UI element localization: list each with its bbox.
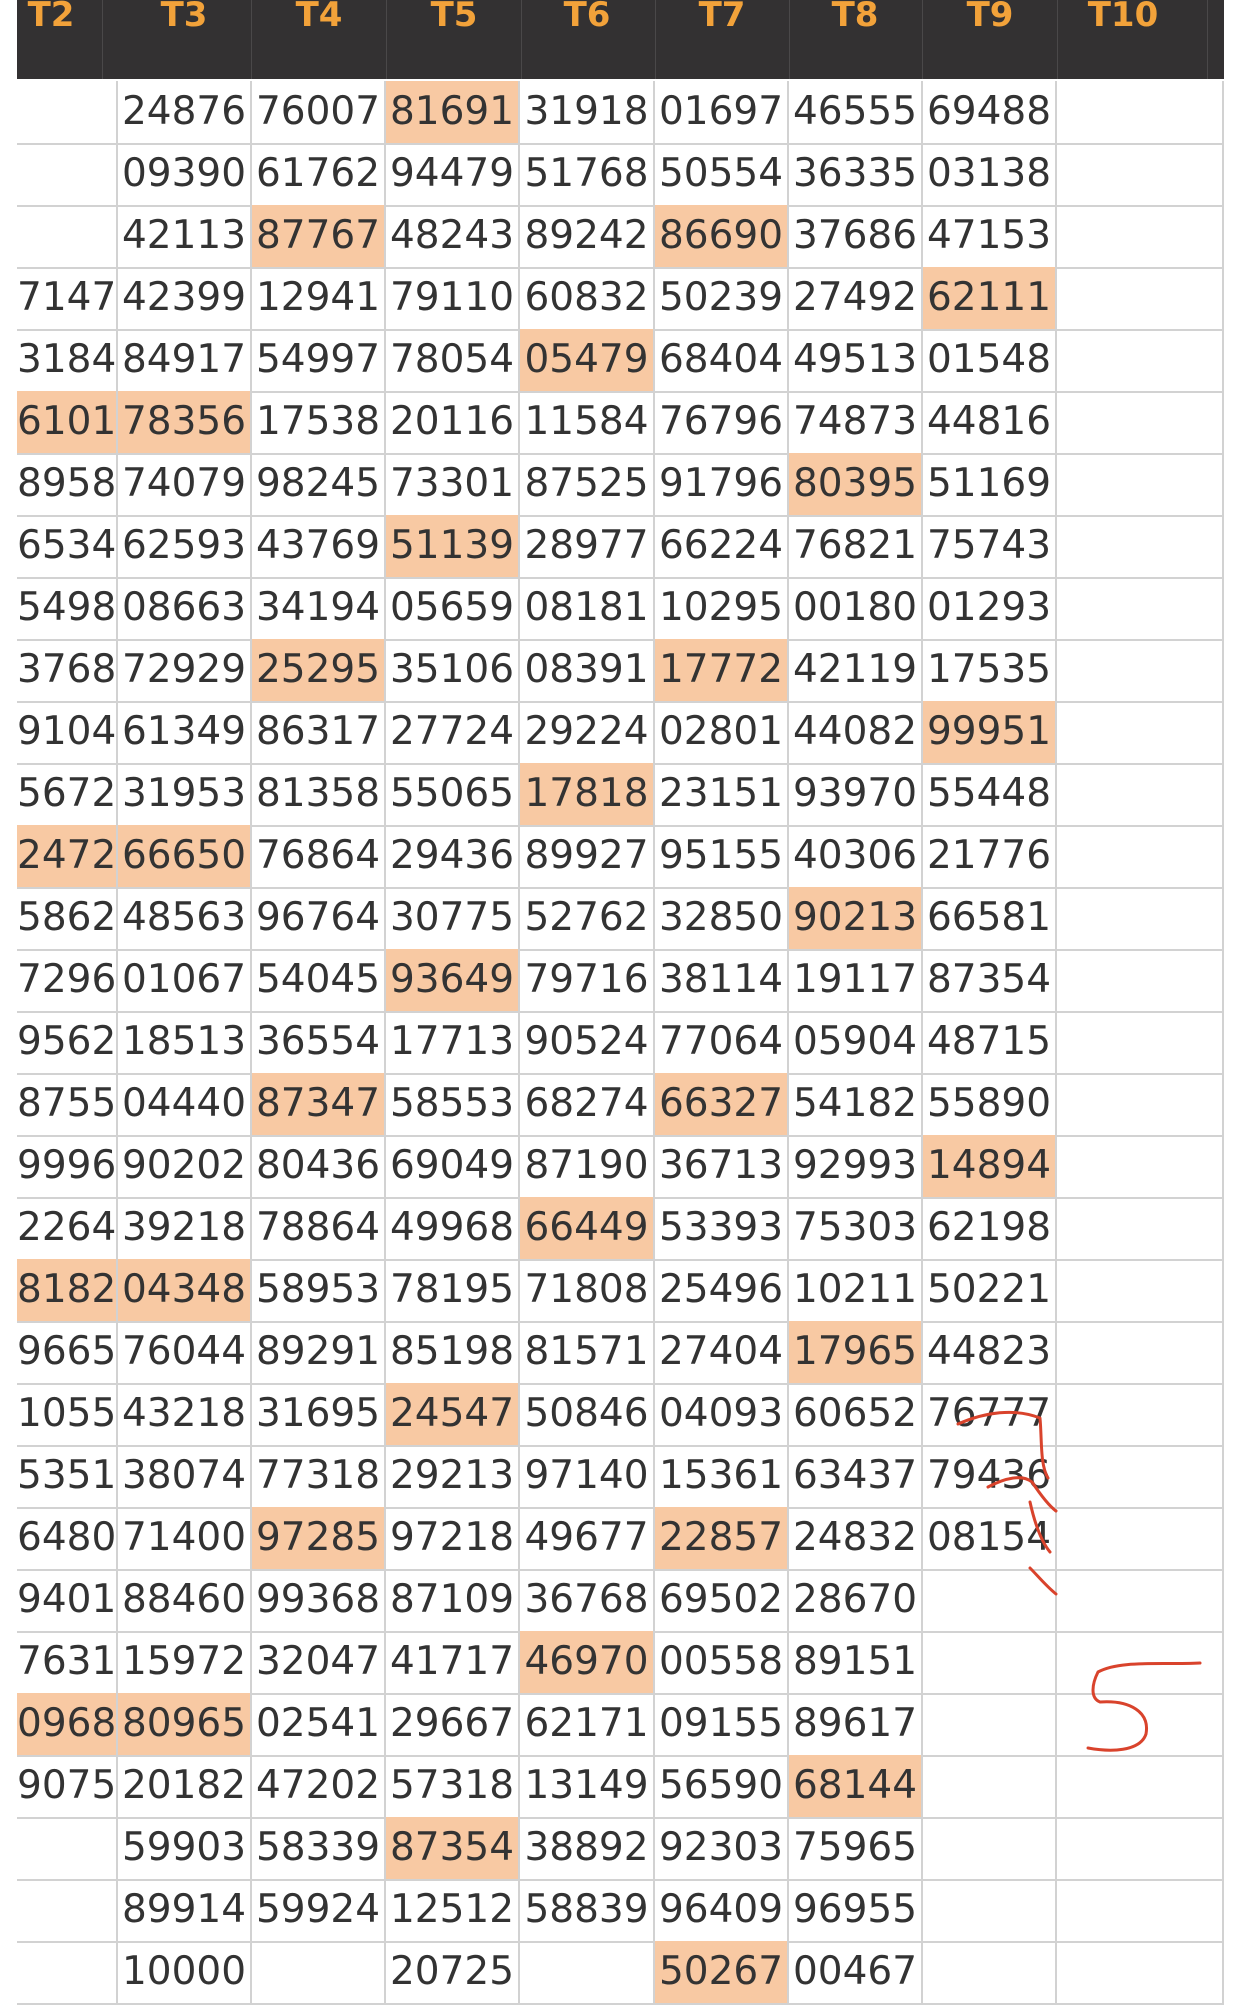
table-cell: 02541 xyxy=(252,1693,386,1755)
column-header-t10: T10 xyxy=(1040,0,1208,79)
table-cell: 89291 xyxy=(252,1321,386,1383)
table-cell: 44823 xyxy=(923,1321,1057,1383)
table-cell: 80436 xyxy=(252,1135,386,1197)
table-cell: 93649 xyxy=(386,949,520,1011)
table-cell: 17965 xyxy=(789,1321,923,1383)
table-cell: 08181 xyxy=(520,577,655,639)
table-cell: 90524 xyxy=(520,1011,655,1073)
table-cell: 17538 xyxy=(252,391,386,453)
table-cell: 90202 xyxy=(118,1135,252,1197)
table-cell: 66224 xyxy=(655,515,789,577)
table-cell: 43218 xyxy=(118,1383,252,1445)
table-cell: 15972 xyxy=(118,1631,252,1693)
table-cell: 75965 xyxy=(789,1817,923,1879)
column-header-t2: T2 xyxy=(1,0,103,79)
table-cell: 7296 xyxy=(17,949,118,1011)
table-cell: 58839 xyxy=(520,1879,655,1941)
column-header-t4: T4 xyxy=(252,0,387,79)
table-cell: 87767 xyxy=(252,205,386,267)
table-cell: 32850 xyxy=(655,887,789,949)
table-cell: 66449 xyxy=(520,1197,655,1259)
table-cell: 17818 xyxy=(520,763,655,825)
table-cell: 36713 xyxy=(655,1135,789,1197)
table-cell: 81571 xyxy=(520,1321,655,1383)
table-cell: 53393 xyxy=(655,1197,789,1259)
table-cell: 01697 xyxy=(655,81,789,143)
table-cell: 76777 xyxy=(923,1383,1057,1445)
table-cell: 10211 xyxy=(789,1259,923,1321)
table-cell: 74079 xyxy=(118,453,252,515)
table-cell: 8755 xyxy=(17,1073,118,1135)
table-cell: 89617 xyxy=(789,1693,923,1755)
table-cell: 27492 xyxy=(789,267,923,329)
table-cell: 0968 xyxy=(17,1693,118,1755)
table-cell: 77064 xyxy=(655,1011,789,1073)
table-cell: 31695 xyxy=(252,1383,386,1445)
table-cell: 44816 xyxy=(923,391,1057,453)
table-cell: 23151 xyxy=(655,763,789,825)
table-cell: 13149 xyxy=(520,1755,655,1817)
table-cell: 2264 xyxy=(17,1197,118,1259)
table-cell: 93970 xyxy=(789,763,923,825)
table-cell: 62171 xyxy=(520,1693,655,1755)
table-cell: 00558 xyxy=(655,1631,789,1693)
table-cell: 78864 xyxy=(252,1197,386,1259)
table-cell: 8958 xyxy=(17,453,118,515)
table-cell: 9401 xyxy=(17,1569,118,1631)
table-cell: 05659 xyxy=(386,577,520,639)
table-cell: 89242 xyxy=(520,205,655,267)
table-cell: 78356 xyxy=(118,391,252,453)
table-cell: 73301 xyxy=(386,453,520,515)
table-cell: 59924 xyxy=(252,1879,386,1941)
table-cell: 25496 xyxy=(655,1259,789,1321)
table-cell: 17713 xyxy=(386,1011,520,1073)
table-cell: 87354 xyxy=(923,949,1057,1011)
table-cell: 86317 xyxy=(252,701,386,763)
table-cell: 20182 xyxy=(118,1755,252,1817)
table-cell: 40306 xyxy=(789,825,923,887)
table-cell: 29213 xyxy=(386,1445,520,1507)
table-cell: 47202 xyxy=(252,1755,386,1817)
table-cell: 05479 xyxy=(520,329,655,391)
table-cell: 54182 xyxy=(789,1073,923,1135)
table-cell: 63437 xyxy=(789,1445,923,1507)
table-cell: 6480 xyxy=(17,1507,118,1569)
table-cell: 94479 xyxy=(386,143,520,205)
table-cell: 97285 xyxy=(252,1507,386,1569)
table-cell: 99368 xyxy=(252,1569,386,1631)
table-cell: 37686 xyxy=(789,205,923,267)
table-cell: 01548 xyxy=(923,329,1057,391)
table-cell: 28977 xyxy=(520,515,655,577)
table-cell: 80395 xyxy=(789,453,923,515)
table-cell: 46970 xyxy=(520,1631,655,1693)
table-cell: 27724 xyxy=(386,701,520,763)
table-cell: 08154 xyxy=(923,1507,1057,1569)
table-cell: 44082 xyxy=(789,701,923,763)
table-cell: 09390 xyxy=(118,143,252,205)
table-cell: 55448 xyxy=(923,763,1057,825)
table-cell: 62198 xyxy=(923,1197,1057,1259)
table-cell: 20725 xyxy=(386,1941,520,2003)
table-cell: 9996 xyxy=(17,1135,118,1197)
table-cell: 50554 xyxy=(655,143,789,205)
table-cell: 3768 xyxy=(17,639,118,701)
table-cell: 92303 xyxy=(655,1817,789,1879)
table-cell: 58953 xyxy=(252,1259,386,1321)
table-cell: 6101 xyxy=(17,391,118,453)
table-cell: 99951 xyxy=(923,701,1057,763)
table-cell: 71808 xyxy=(520,1259,655,1321)
table-cell: 21776 xyxy=(923,825,1057,887)
table-cell: 9075 xyxy=(17,1755,118,1817)
column-header-t8: T8 xyxy=(788,0,923,79)
table-cell: 97140 xyxy=(520,1445,655,1507)
table-cell: 48243 xyxy=(386,205,520,267)
table-cell: 43769 xyxy=(252,515,386,577)
table-cell: 09155 xyxy=(655,1693,789,1755)
table-cell: 71400 xyxy=(118,1507,252,1569)
table-cell: 50239 xyxy=(655,267,789,329)
table-cell: 41717 xyxy=(386,1631,520,1693)
table-cell: 69488 xyxy=(923,81,1057,143)
table-cell: 00180 xyxy=(789,577,923,639)
column-header-t9: T9 xyxy=(923,0,1058,79)
table-cell: 62593 xyxy=(118,515,252,577)
table-cell: 36335 xyxy=(789,143,923,205)
table-cell: 11584 xyxy=(520,391,655,453)
table-cell: 60652 xyxy=(789,1383,923,1445)
table-cell: 86690 xyxy=(655,205,789,267)
table-cell: 89914 xyxy=(118,1879,252,1941)
table-cell: 42113 xyxy=(118,205,252,267)
column-header-t3: T3 xyxy=(117,0,252,79)
table-cell: 38074 xyxy=(118,1445,252,1507)
table-cell: 66327 xyxy=(655,1073,789,1135)
table-cell: 84917 xyxy=(118,329,252,391)
table-cell: 97218 xyxy=(386,1507,520,1569)
table-cell: 00467 xyxy=(789,1941,923,2003)
table-cell: 7631 xyxy=(17,1631,118,1693)
table-cell: 49677 xyxy=(520,1507,655,1569)
table-cell: 76796 xyxy=(655,391,789,453)
table-cell: 69502 xyxy=(655,1569,789,1631)
table-cell: 32047 xyxy=(252,1631,386,1693)
table-cell: 68274 xyxy=(520,1073,655,1135)
table-cell: 51169 xyxy=(923,453,1057,515)
table-cell: 3184 xyxy=(17,329,118,391)
table-cell: 1055 xyxy=(17,1383,118,1445)
table-cell: 78054 xyxy=(386,329,520,391)
table-cell: 08391 xyxy=(520,639,655,701)
table-cell: 50846 xyxy=(520,1383,655,1445)
table-cell: 30775 xyxy=(386,887,520,949)
table-cell: 77318 xyxy=(252,1445,386,1507)
table-cell: 88460 xyxy=(118,1569,252,1631)
table-cell: 29224 xyxy=(520,701,655,763)
table-cell: 04093 xyxy=(655,1383,789,1445)
handwritten-tick-3 xyxy=(1030,1502,1050,1552)
table-cell: 25295 xyxy=(252,639,386,701)
table-cell: 66650 xyxy=(118,825,252,887)
table-cell: 46555 xyxy=(789,81,923,143)
table-cell: 98245 xyxy=(252,453,386,515)
table-cell: 81691 xyxy=(386,81,520,143)
table-cell: 5498 xyxy=(17,577,118,639)
handwritten-tick-4 xyxy=(1030,1568,1056,1594)
table-cell: 78195 xyxy=(386,1259,520,1321)
table-cell: 54045 xyxy=(252,949,386,1011)
table-cell: 68144 xyxy=(789,1755,923,1817)
table-cell: 48715 xyxy=(923,1011,1057,1073)
table-cell: 76007 xyxy=(252,81,386,143)
table-cell: 29667 xyxy=(386,1693,520,1755)
table-cell: 59903 xyxy=(118,1817,252,1879)
table-cell: 55065 xyxy=(386,763,520,825)
table-cell: 6534 xyxy=(17,515,118,577)
column-header-t7: T7 xyxy=(655,0,790,79)
table-cell: 42399 xyxy=(118,267,252,329)
table-cell: 05904 xyxy=(789,1011,923,1073)
table-cell: 60832 xyxy=(520,267,655,329)
table-cell: 9104 xyxy=(17,701,118,763)
table-cell: 18513 xyxy=(118,1011,252,1073)
table-cell: 8182 xyxy=(17,1259,118,1321)
table-cell: 03138 xyxy=(923,143,1057,205)
table-cell: 17772 xyxy=(655,639,789,701)
table-cell: 39218 xyxy=(118,1197,252,1259)
table-cell: 5672 xyxy=(17,763,118,825)
handwritten-digit-five xyxy=(1088,1663,1200,1750)
table-cell: 61762 xyxy=(252,143,386,205)
table-cell: 81358 xyxy=(252,763,386,825)
table-cell: 87354 xyxy=(386,1817,520,1879)
table-cell: 50221 xyxy=(923,1259,1057,1321)
table-cell: 9562 xyxy=(17,1011,118,1073)
table-cell: 87190 xyxy=(520,1135,655,1197)
table-cell: 76821 xyxy=(789,515,923,577)
table-cell: 31953 xyxy=(118,763,252,825)
table-cell: 96764 xyxy=(252,887,386,949)
table-cell: 48563 xyxy=(118,887,252,949)
table-cell: 28670 xyxy=(789,1569,923,1631)
table-cell: 68404 xyxy=(655,329,789,391)
table-cell: 14894 xyxy=(923,1135,1057,1197)
table-cell: 79436 xyxy=(923,1445,1057,1507)
table-cell: 34194 xyxy=(252,577,386,639)
table-cell: 08663 xyxy=(118,577,252,639)
table-cell: 04440 xyxy=(118,1073,252,1135)
table-cell: 87347 xyxy=(252,1073,386,1135)
table-cell: 02801 xyxy=(655,701,789,763)
table-cell: 24876 xyxy=(118,81,252,143)
table-cell: 50267 xyxy=(655,1941,789,2003)
table-cell: 95155 xyxy=(655,825,789,887)
table-cell: 04348 xyxy=(118,1259,252,1321)
table-cell: 92993 xyxy=(789,1135,923,1197)
table-cell: 12512 xyxy=(386,1879,520,1941)
table-cell: 54997 xyxy=(252,329,386,391)
table-cell: 29436 xyxy=(386,825,520,887)
table-cell: 52762 xyxy=(520,887,655,949)
table-cell: 69049 xyxy=(386,1135,520,1197)
table-cell: 57318 xyxy=(386,1755,520,1817)
table-cell: 76044 xyxy=(118,1321,252,1383)
table-cell: 19117 xyxy=(789,949,923,1011)
table-cell: 9665 xyxy=(17,1321,118,1383)
table-cell: 75743 xyxy=(923,515,1057,577)
handwritten-tick-2 xyxy=(988,1478,1056,1511)
table-cell: 2472 xyxy=(17,825,118,887)
table-cell: 36554 xyxy=(252,1011,386,1073)
table-cell: 35106 xyxy=(386,639,520,701)
table-cell: 79110 xyxy=(386,267,520,329)
table-cell: 96955 xyxy=(789,1879,923,1941)
table-cell: 15361 xyxy=(655,1445,789,1507)
table-cell: 01067 xyxy=(118,949,252,1011)
table-cell: 20116 xyxy=(386,391,520,453)
table-cell: 31918 xyxy=(520,81,655,143)
table-cell: 87109 xyxy=(386,1569,520,1631)
table-cell: 96409 xyxy=(655,1879,789,1941)
table-cell: 75303 xyxy=(789,1197,923,1259)
table-cell: 72929 xyxy=(118,639,252,701)
table-cell: 85198 xyxy=(386,1321,520,1383)
table-cell: 7147 xyxy=(17,267,118,329)
handwritten-tick-1 xyxy=(958,1412,1048,1478)
table-cell: 91796 xyxy=(655,453,789,515)
table-cell: 51139 xyxy=(386,515,520,577)
table-cell: 89151 xyxy=(789,1631,923,1693)
table-cell: 38114 xyxy=(655,949,789,1011)
table-cell: 22857 xyxy=(655,1507,789,1569)
table-cell: 47153 xyxy=(923,205,1057,267)
table-cell: 74873 xyxy=(789,391,923,453)
table-cell: 89927 xyxy=(520,825,655,887)
table-cell: 5862 xyxy=(17,887,118,949)
table-cell: 24547 xyxy=(386,1383,520,1445)
table-cell: 51768 xyxy=(520,143,655,205)
table-cell: 49968 xyxy=(386,1197,520,1259)
table-cell: 38892 xyxy=(520,1817,655,1879)
table-cell: 76864 xyxy=(252,825,386,887)
table-cell: 12941 xyxy=(252,267,386,329)
table-cell: 17535 xyxy=(923,639,1057,701)
table-cell: 56590 xyxy=(655,1755,789,1817)
table-cell: 10295 xyxy=(655,577,789,639)
table-cell: 49513 xyxy=(789,329,923,391)
table-cell: 87525 xyxy=(520,453,655,515)
table-cell: 55890 xyxy=(923,1073,1057,1135)
table-cell: 24832 xyxy=(789,1507,923,1569)
column-header-t5: T5 xyxy=(387,0,522,79)
table-cell: 5351 xyxy=(17,1445,118,1507)
table-cell: 58339 xyxy=(252,1817,386,1879)
table-cell: 62111 xyxy=(923,267,1057,329)
table-cell: 42119 xyxy=(789,639,923,701)
table-cell: 27404 xyxy=(655,1321,789,1383)
column-header-t6: T6 xyxy=(520,0,656,79)
table-cell: 79716 xyxy=(520,949,655,1011)
table-cell: 61349 xyxy=(118,701,252,763)
table-cell: 01293 xyxy=(923,577,1057,639)
table-cell: 80965 xyxy=(118,1693,252,1755)
table-cell: 36768 xyxy=(520,1569,655,1631)
table-cell: 66581 xyxy=(923,887,1057,949)
table-cell: 90213 xyxy=(789,887,923,949)
table-cell: 58553 xyxy=(386,1073,520,1135)
table-cell: 10000 xyxy=(118,1941,252,2003)
